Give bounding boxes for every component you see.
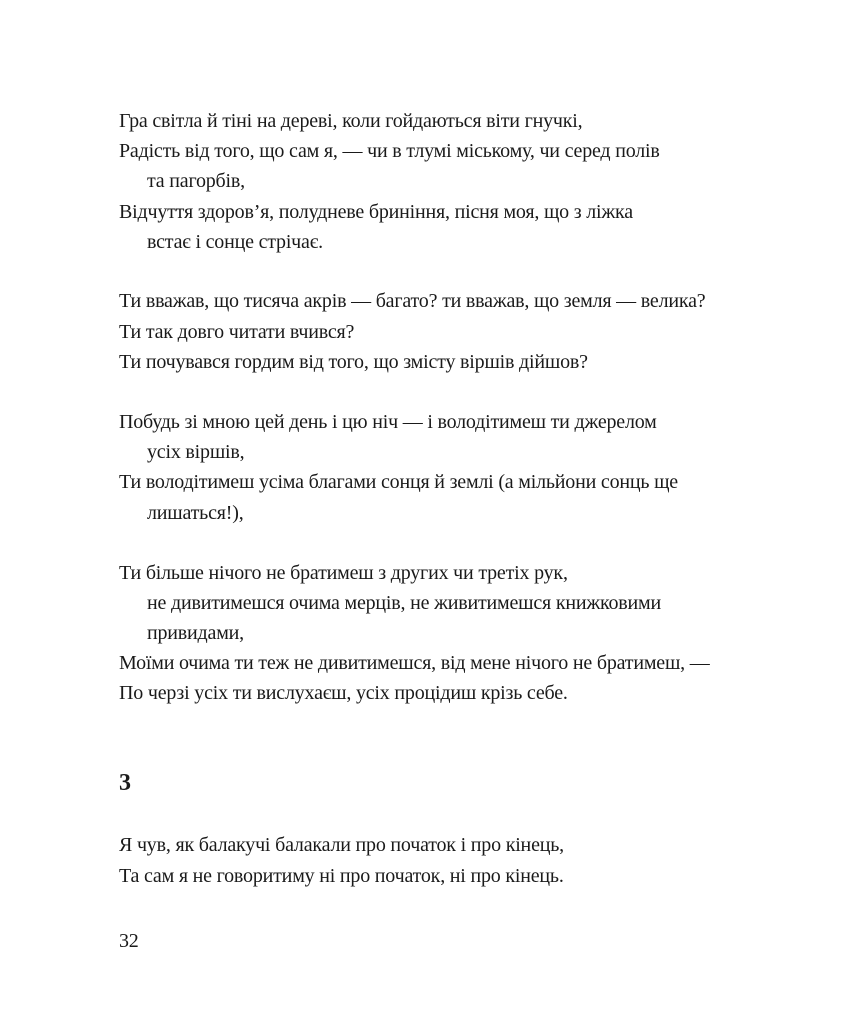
poem-line-continuation: привидами, [147, 622, 244, 644]
poem-line: Побудь зі мною цей день і цю ніч — і володітимеш ти джерелом [119, 411, 657, 433]
poem-line: Гра світла й тіні на дереві, коли гойдаються віти гнучкі, [119, 110, 583, 132]
poem-line-continuation: лишаться!), [147, 502, 244, 524]
poem-line-continuation: не дивитимешся очима мерців, не живитимешся книжковими [147, 592, 661, 614]
poem-line-continuation: усіх віршів, [147, 441, 245, 463]
poem-line: Ти більше нічого не братимеш з других чи третіх рук, [119, 562, 568, 584]
section-number: 3 [119, 770, 131, 796]
poem-line: Ти вважав, що тисяча акрів — багато? ти вважав, що земля — велика? [119, 290, 706, 312]
poem-line: Ти почувався гордим від того, що змісту віршів дійшов? [119, 351, 588, 373]
poem-line: Та сам я не говоритиму ні про початок, ні про кінець. [119, 865, 564, 887]
poem-line-continuation: встає і сонце стрічає. [147, 231, 323, 253]
poem-line: По черзі усіх ти вислухаєш, усіх процідиш крізь себе. [119, 682, 568, 704]
poem-line: Відчуття здоров’я, полудневе бриніння, пісня моя, що з ліжка [119, 201, 633, 223]
poem-line: Я чув, як балакучі балакали про початок і про кінець, [119, 834, 564, 856]
poem-line: Моїми очима ти теж не дивитимешся, від мене нічого не братимеш, — [119, 652, 710, 674]
poem-line: Ти володітимеш усіма благами сонця й землі (а мільйони сонць ще [119, 471, 678, 493]
poem-line: Радість від того, що сам я, — чи в тлумі міському, чи серед полів [119, 140, 660, 162]
poem-line: Ти так довго читати вчився? [119, 321, 355, 343]
poem-line-continuation: та пагорбів, [147, 170, 245, 192]
page-number: 32 [119, 930, 139, 952]
